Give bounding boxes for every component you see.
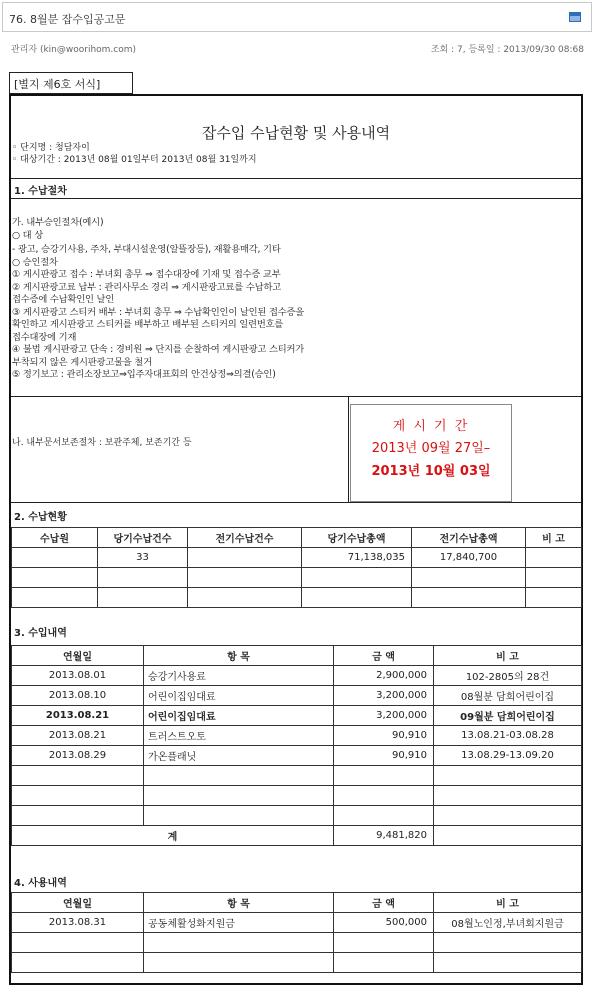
target-period: ◦ 대상기간 : 2013년 08월 01일부터 2013년 08월 31일까지 <box>12 155 257 165</box>
divider <box>11 502 581 503</box>
total-amount: 9,481,820 <box>334 826 434 846</box>
table-cell <box>434 786 582 806</box>
table-cell <box>144 953 334 973</box>
expense-table <box>11 892 582 973</box>
table-cell <box>98 568 188 588</box>
procedure-line: ② 게시판광고료 납부 : 관리사무소 경리 ⇒ 게시판광고료를 수납하고 <box>12 282 281 293</box>
column-header: 당기수납총액 <box>302 528 412 548</box>
table-cell <box>334 933 434 953</box>
table-cell: 102-2805의 28건 <box>434 666 582 686</box>
procedure-line: 확인하고 게시판광고 스티커를 배부하고 배부된 스티커의 일련번호를 <box>12 319 284 330</box>
table-cell <box>434 953 582 973</box>
notice-box <box>350 404 512 502</box>
table-cell <box>434 826 582 846</box>
table-cell <box>302 588 412 608</box>
receipt-status-table <box>11 527 582 608</box>
table-cell <box>412 568 526 588</box>
column-header: 전기수납건수 <box>188 528 302 548</box>
section4-heading: 4. 사용내역 <box>14 878 67 889</box>
table-row <box>12 548 582 568</box>
table-cell <box>434 766 582 786</box>
form-tag: [별지 제6호 서식] <box>9 72 133 94</box>
table-row <box>12 706 582 726</box>
table-cell: 2013.08.31 <box>12 913 144 933</box>
table-cell <box>12 766 144 786</box>
table-cell <box>334 766 434 786</box>
table-cell: 3,200,000 <box>334 706 434 726</box>
document-title: 잡수입 수납현황 및 사용내역 <box>201 124 391 142</box>
notice-end-date: 2013년 10월 03일 <box>371 464 491 479</box>
document-frame <box>9 94 583 985</box>
procedure-line: ④ 불법 게시판광고 단속 : 경비원 ⇒ 단지를 순찰하여 게시판광고 스티커가 <box>12 344 305 355</box>
table-row <box>12 568 582 588</box>
table-cell <box>12 588 98 608</box>
table-cell <box>434 933 582 953</box>
table-cell <box>12 933 144 953</box>
table-cell <box>12 953 144 973</box>
table-header-row <box>12 528 582 548</box>
table-row <box>12 913 582 933</box>
table-cell <box>98 588 188 608</box>
column-header: 연월일 <box>12 893 144 913</box>
table-cell <box>412 588 526 608</box>
table-cell <box>526 568 582 588</box>
table-cell: 2013.08.21 <box>12 706 144 726</box>
table-cell: 가온플래닛 <box>144 746 334 766</box>
divider <box>11 396 581 397</box>
table-row <box>12 726 582 746</box>
table-row <box>12 806 582 826</box>
notice-start-date: 2013년 09월 27일– <box>371 441 491 456</box>
column-header: 수납원 <box>12 528 98 548</box>
column-header: 금 액 <box>334 646 434 666</box>
procedure-line: 접수증에 수납확인인 날인 <box>12 294 115 305</box>
table-cell <box>434 806 582 826</box>
procedure-line: ○ 승인절차 <box>12 257 58 268</box>
column-header: 연월일 <box>12 646 144 666</box>
table-cell <box>144 766 334 786</box>
procedure-line: 가. 내부승인절차(예시) <box>12 217 104 228</box>
table-cell <box>334 806 434 826</box>
column-header: 전기수납총액 <box>412 528 526 548</box>
table-cell <box>188 548 302 568</box>
table-cell <box>12 806 144 826</box>
table-row <box>12 588 582 608</box>
procedure-line: ⑤ 정기보고 : 관리소장보고⇒입주자대표회의 안건상정⇒의결(승인) <box>12 369 276 380</box>
table-cell <box>188 568 302 588</box>
section2-heading: 2. 수납현황 <box>14 512 67 523</box>
income-table <box>11 645 582 846</box>
post-author: 관리자 (kin@woorihom.com) <box>11 45 137 55</box>
table-header-row <box>12 646 582 666</box>
divider <box>11 198 581 199</box>
section3-heading: 3. 수입내역 <box>14 628 67 639</box>
table-cell: 500,000 <box>334 913 434 933</box>
table-cell <box>188 588 302 608</box>
table-cell: 2013.08.21 <box>12 726 144 746</box>
column-header: 비 고 <box>526 528 582 548</box>
column-header: 비 고 <box>434 646 582 666</box>
section1-heading: 1. 수납절차 <box>14 186 67 197</box>
table-cell: 90,910 <box>334 726 434 746</box>
notice-heading: 게 시 기 간 <box>392 419 470 434</box>
procedure-line: ○ 대 상 <box>12 230 43 241</box>
table-cell: 71,138,035 <box>302 548 412 568</box>
procedure-line: 접수대장에 기재 <box>12 332 77 343</box>
divider <box>11 178 581 179</box>
complex-name: ◦ 단지명 : 청담자이 <box>12 143 90 153</box>
table-cell: 2013.08.29 <box>12 746 144 766</box>
table-cell <box>12 786 144 806</box>
post-stats: 조회 : 7, 등록일 : 2013/09/30 08:68 <box>430 45 584 55</box>
table-cell: 33 <box>98 548 188 568</box>
table-cell: 09월분 담희어린이집 <box>434 706 582 726</box>
table-cell: 트러스트오토 <box>144 726 334 746</box>
procedure-line: ① 게시판광고 접수 : 부녀회 총무 ⇒ 접수대장에 기재 및 접수증 교부 <box>12 269 281 280</box>
column-header: 당기수납건수 <box>98 528 188 548</box>
table-row <box>12 953 582 973</box>
table-row <box>12 786 582 806</box>
table-cell <box>144 786 334 806</box>
table-cell: 공동체활성화지원금 <box>144 913 334 933</box>
table-cell <box>526 548 582 568</box>
table-cell: 어린이집임대료 <box>144 686 334 706</box>
divider <box>348 396 349 502</box>
column-header: 항 목 <box>144 893 334 913</box>
table-cell: 13.08.21-03.08.28 <box>434 726 582 746</box>
table-cell: 08월노인정,부녀회지원금 <box>434 913 582 933</box>
total-label: 계 <box>12 826 334 846</box>
total-row <box>12 826 582 846</box>
table-row <box>12 766 582 786</box>
table-cell: 2013.08.01 <box>12 666 144 686</box>
procedure-line: - 광고, 승강기사용, 주차, 부대시설운영(알뜰장등), 재활용매각, 기타 <box>12 244 281 255</box>
table-cell <box>12 548 98 568</box>
column-header: 비 고 <box>434 893 582 913</box>
table-cell <box>334 953 434 973</box>
column-header: 금 액 <box>334 893 434 913</box>
table-cell: 승강기사용료 <box>144 666 334 686</box>
storage-procedure: 나. 내부문서보존절차 : 보관주체, 보존기간 등 <box>12 438 192 448</box>
table-cell: 90,910 <box>334 746 434 766</box>
table-row <box>12 666 582 686</box>
table-header-row <box>12 893 582 913</box>
column-header: 항 목 <box>144 646 334 666</box>
table-cell <box>144 806 334 826</box>
table-cell: 3,200,000 <box>334 686 434 706</box>
table-cell <box>334 786 434 806</box>
table-cell <box>526 588 582 608</box>
window-icon[interactable] <box>569 12 581 22</box>
table-cell <box>12 568 98 588</box>
table-row <box>12 933 582 953</box>
table-cell <box>144 933 334 953</box>
table-cell: 08월분 담희어린이집 <box>434 686 582 706</box>
table-row <box>12 746 582 766</box>
table-cell: 2013.08.10 <box>12 686 144 706</box>
procedure-line: ③ 게시판광고 스티커 배부 : 부녀회 총무 ⇒ 수납확인인이 날인된 접수증을 <box>12 307 305 318</box>
table-row <box>12 686 582 706</box>
post-title: 76. 8월분 잡수입공고문 <box>9 13 126 26</box>
table-cell: 2,900,000 <box>334 666 434 686</box>
procedure-line: 부착되지 않은 게시판광고물을 철거 <box>12 357 152 368</box>
post-title-bar <box>2 2 592 32</box>
table-cell: 13.08.29-13.09.20 <box>434 746 582 766</box>
table-cell: 17,840,700 <box>412 548 526 568</box>
table-cell: 어린이집임대료 <box>144 706 334 726</box>
table-cell <box>302 568 412 588</box>
